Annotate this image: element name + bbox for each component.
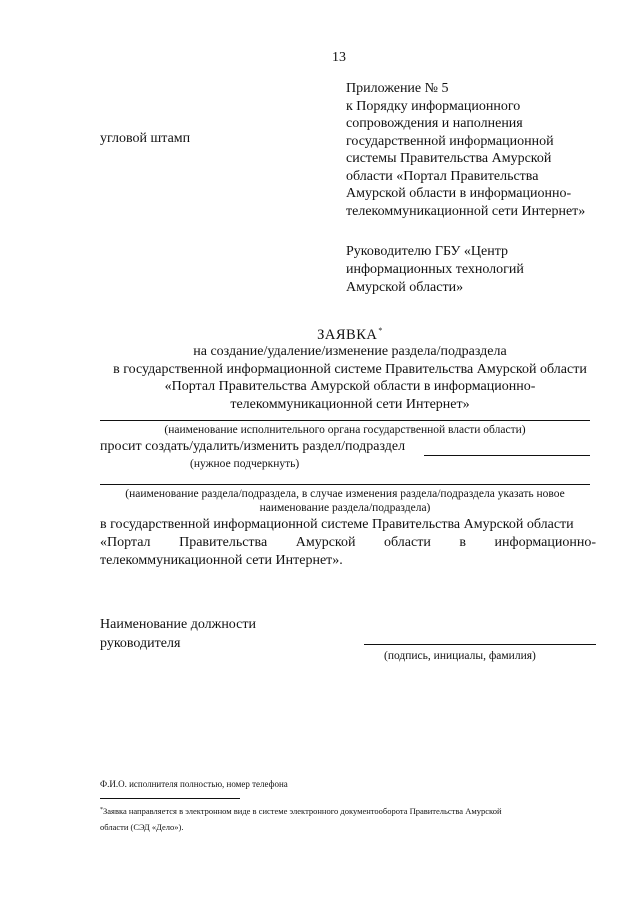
- section-caption-line: наименование раздела/подраздела): [259, 502, 431, 514]
- appendix-line: к Порядку информационного: [346, 98, 521, 114]
- addressee-line: Руководителю ГБУ «Центр: [346, 244, 509, 259]
- footnote-mark: *: [100, 807, 103, 813]
- position-label: [100, 615, 256, 653]
- request-text: просит создать/удалить/изменить раздел/подраздел: [100, 439, 406, 454]
- footnote-line: [100, 802, 600, 819]
- subtitle-line: «Портал Правительства Амурской области в информационно-: [164, 379, 536, 394]
- body-word: области: [384, 535, 431, 550]
- appendix-line: системы Правительства Амурской: [346, 151, 552, 166]
- corner-stamp-label: угловой штамп: [100, 131, 191, 146]
- title-footnote-mark: *: [378, 326, 383, 335]
- appendix-line: области «Портал Правительства: [346, 168, 539, 184]
- body-line-justified: [100, 534, 596, 552]
- appendix-line: Приложение № 5: [346, 81, 449, 96]
- signature-caption: (подпись, инициалы, фамилия): [384, 650, 536, 662]
- footnote: [100, 802, 600, 835]
- subtitle-line: телекоммуникационной сети Интернет»: [230, 396, 470, 412]
- appendix-reference: [346, 80, 585, 220]
- executor-label: Ф.И.О. исполнителя полностью, номер телефона: [100, 779, 288, 789]
- subtitle-line: на создание/удаление/изменение раздела/подраздела: [193, 344, 507, 359]
- body-word: в: [459, 535, 466, 550]
- page-number: 13: [332, 50, 346, 65]
- body-word: «Портал: [100, 535, 151, 550]
- underline-hint: (нужное подчеркнуть): [190, 458, 300, 470]
- section-name-field-line[interactable]: [100, 484, 590, 485]
- body-line: телекоммуникационной сети Интернет».: [100, 553, 343, 568]
- appendix-line: сопровождения и наполнения: [346, 116, 523, 131]
- appendix-line: Амурской области в информационно-: [346, 186, 572, 201]
- organ-name-caption: (наименование исполнительного органа государственной власти области): [164, 424, 526, 436]
- body-word: информационно-: [494, 535, 596, 550]
- organ-name-field-line[interactable]: [100, 420, 590, 421]
- section-name-caption: [100, 487, 590, 515]
- footnote-separator: [100, 798, 240, 799]
- body-line: в государственной информационной системе Правительства Амурской области: [100, 517, 574, 532]
- document-title: [0, 326, 640, 344]
- appendix-line: государственной информационной: [346, 133, 554, 149]
- title-text: ЗАЯВКА: [317, 327, 378, 343]
- section-caption-line: (наименование раздела/подраздела, в случае изменения раздела/подраздела указать новое: [125, 488, 565, 500]
- section-type-field-line[interactable]: [424, 455, 590, 456]
- addressee-line: Амурской области»: [346, 280, 464, 295]
- footnote-text: Заявка направляется в электронном виде в системе электронного документооборота Правительства Амурской: [103, 806, 502, 816]
- body-paragraph: [100, 516, 596, 570]
- body-word: Амурской: [295, 535, 356, 550]
- position-line: Наименование должности: [100, 617, 256, 632]
- document-subtitle: [100, 343, 600, 413]
- footnote-line: области (СЭД «Дело»).: [100, 822, 184, 832]
- addressee-line: информационных технологий: [346, 262, 524, 277]
- body-word: Правительства: [179, 535, 268, 550]
- signature-field-line[interactable]: [364, 644, 596, 645]
- position-line: руководителя: [100, 636, 181, 651]
- appendix-line: телекоммуникационной сети Интернет»: [346, 203, 586, 219]
- addressee-block: [346, 243, 524, 297]
- subtitle-line: в государственной информационной системе Правительства Амурской области: [113, 361, 587, 377]
